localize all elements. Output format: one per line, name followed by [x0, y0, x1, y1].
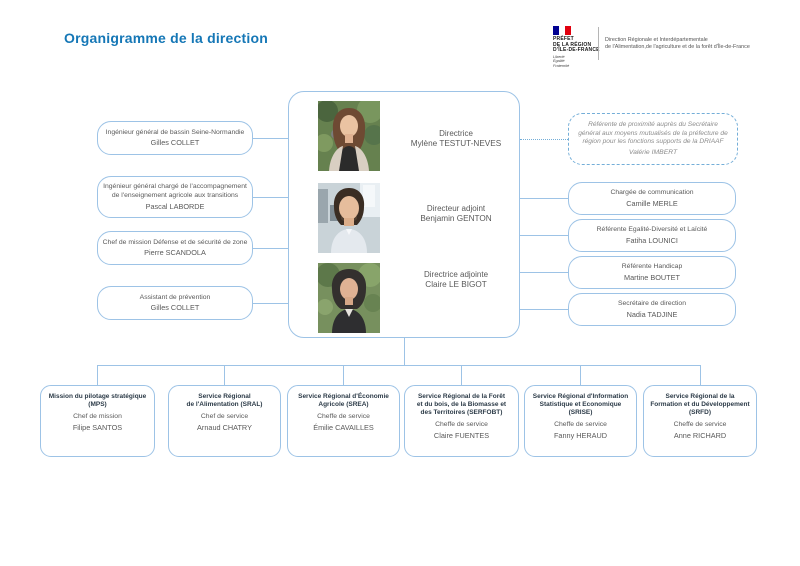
- connector-line-dotted: [520, 139, 568, 140]
- right-box-communication: [568, 182, 736, 215]
- role-label: [578, 121, 728, 147]
- role-label: Secrétaire de direction: [617, 300, 686, 308]
- member-role: Directrice: [439, 129, 473, 138]
- prefet-wordmark: [553, 37, 600, 54]
- portrait-man-office-icon: [318, 183, 380, 253]
- service-title: [49, 393, 147, 409]
- portrait-woman-foliage-icon: [318, 101, 380, 171]
- service-title-line: (SRISE): [568, 409, 593, 416]
- name-label: Martine BOUTET: [624, 272, 680, 282]
- flag-red-stripe: [565, 26, 571, 35]
- prefet-line: PRÉFET: [553, 36, 574, 42]
- name-label: Arnaud CHATRY: [197, 422, 252, 432]
- name-label: Valérie IMBERT: [628, 149, 678, 157]
- organisation-name-line: Direction Régionale et Interdépartementale: [605, 37, 708, 43]
- motto-text: [553, 55, 569, 68]
- service-box-serfobt: [404, 385, 519, 457]
- role-line: Référente de proximité auprès du Secrétaire: [588, 120, 718, 128]
- direction-member-label: [396, 270, 516, 290]
- organisation-name: [605, 37, 750, 51]
- connector-line: [520, 309, 568, 310]
- portrait-directrice-adjointe: [318, 263, 380, 333]
- prefet-line: D'ÎLE-DE-FRANCE: [553, 47, 600, 54]
- organisation-name-line: de l'Alimentation,de l'agriculture et de la forêt d'Île-de-France: [605, 44, 750, 50]
- service-title-line: Agricole (SREA): [318, 401, 369, 408]
- name-label: Claire FUENTES: [433, 430, 490, 440]
- connector-drop: [343, 365, 344, 385]
- portrait-woman-foliage2-icon: [318, 263, 380, 333]
- connector-line: [253, 138, 288, 139]
- member-name: Benjamin GENTON: [420, 214, 492, 223]
- name-label: Gilles COLLET: [150, 138, 200, 148]
- connector-drop: [224, 365, 225, 385]
- name-label: Gilles COLLET: [150, 303, 200, 313]
- role-label: Chargée de communication: [610, 189, 694, 197]
- role-label: Chef de mission: [73, 413, 122, 420]
- service-box-srea: [287, 385, 400, 457]
- service-title-line: de l'Alimentation (SRAL): [186, 401, 263, 408]
- page-title: Organigramme de la direction: [64, 30, 268, 46]
- service-title: [533, 393, 628, 417]
- member-name: Mylène TESTUT-NEVES: [410, 139, 502, 148]
- service-title-line: et du bois, de la Biomasse et: [416, 401, 507, 408]
- direction-member-label: [396, 204, 516, 224]
- name-label: Fatiha LOUNICI: [626, 235, 678, 245]
- right-box-referente-proximite: [568, 113, 738, 165]
- role-line: région pour les fonctions supports de la DRIAAF: [582, 138, 724, 146]
- connector-line: [253, 248, 288, 249]
- left-box-assistant-prevention: [97, 286, 253, 320]
- service-box-srfd: [643, 385, 757, 457]
- service-title-line: Service Régional: [198, 393, 251, 400]
- left-box-defense-securite: [97, 231, 253, 265]
- connector-line: [253, 303, 288, 304]
- role-label: Cheffe de service: [435, 421, 488, 428]
- right-box-egalite-diversite: [568, 219, 736, 252]
- name-label: Anne RICHARD: [673, 430, 727, 440]
- service-box-sral: [168, 385, 281, 457]
- role-label: Référente Egalité-Diversité et Laïcité: [596, 226, 708, 234]
- connector-line: [253, 197, 288, 198]
- connector-stem: [404, 338, 405, 365]
- name-label: Émilie CAVAILLES: [313, 422, 374, 432]
- service-title-line: Service Régional d'Économie: [298, 393, 389, 400]
- service-title-line: Service Régional d'Information: [532, 393, 629, 400]
- connector-line: [520, 235, 568, 236]
- role-label: Ingénieur général chargé de l'accompagnement de l'enseignement agricole aux transitions: [103, 183, 247, 199]
- logo-divider: [598, 27, 599, 60]
- right-box-secretaire-direction: [568, 293, 736, 326]
- service-title: [298, 393, 389, 409]
- motto-line: Égalité: [553, 59, 565, 64]
- role-label: Cheffe de service: [554, 421, 607, 428]
- name-label: Filipe SANTOS: [72, 422, 123, 432]
- service-title: [650, 393, 749, 417]
- motto-line: Fraternité: [553, 63, 570, 68]
- left-box-ingenieur-enseignement: [97, 176, 253, 218]
- role-line: général aux moyens mutualisés de la préfecture de: [578, 129, 728, 137]
- name-label: Nadia TADJINE: [626, 309, 678, 319]
- name-label: Pierre SCANDOLA: [144, 248, 206, 258]
- portrait-directrice: [318, 101, 380, 171]
- member-name: Claire LE BIGOT: [425, 280, 487, 289]
- connector-drop: [700, 365, 701, 385]
- service-title: [187, 393, 263, 409]
- portrait-directeur-adjoint: [318, 183, 380, 253]
- service-title-line: (SRFD): [688, 409, 711, 416]
- role-label: Cheffe de service: [317, 413, 370, 420]
- service-box-srise: [524, 385, 637, 457]
- connector-drop: [97, 365, 98, 385]
- member-role: Directrice adjointe: [423, 270, 489, 279]
- role-label: Ingénieur général de bassin Seine-Normandie: [105, 128, 245, 136]
- direction-member-label: [396, 129, 516, 149]
- service-title-line: Statistique et Economique: [539, 401, 622, 408]
- role-label: Référente Handicap: [621, 263, 683, 271]
- service-title-line: (MPS): [88, 401, 107, 408]
- role-label: Cheffe de service: [673, 421, 727, 428]
- service-box-mps: [40, 385, 155, 457]
- connector-drop: [461, 365, 462, 385]
- name-label: Camille MERLE: [626, 198, 678, 208]
- member-role: Directeur adjoint: [426, 204, 486, 213]
- french-flag-icon: [553, 26, 571, 35]
- prefet-line: DE LA RÉGION: [553, 41, 592, 48]
- service-title-line: des Territoires (SERFOBT): [420, 409, 503, 416]
- right-box-handicap: [568, 256, 736, 289]
- left-box-ingenieur-bassin: [97, 121, 253, 155]
- motto-line: Liberté: [553, 55, 565, 59]
- service-title-line: Formation et du Développement: [650, 401, 750, 408]
- name-label: Fanny HERAUD: [553, 430, 608, 440]
- connector-line: [520, 198, 568, 199]
- name-label: Pascal LABORDE: [145, 201, 205, 211]
- role-label: Chef de mission Défense et de sécurité de zone: [102, 238, 248, 246]
- role-label: Chef de service: [200, 413, 249, 420]
- service-title-line: Service Régional de la Forêt: [417, 393, 506, 400]
- connector-rail: [97, 365, 700, 366]
- connector-drop: [580, 365, 581, 385]
- service-title-line: Mission du pilotage stratégique: [48, 393, 147, 400]
- service-title-line: Service Régional de la: [665, 393, 735, 400]
- role-label: Assistant de prévention: [139, 293, 211, 301]
- connector-line: [520, 272, 568, 273]
- service-title: [417, 393, 506, 417]
